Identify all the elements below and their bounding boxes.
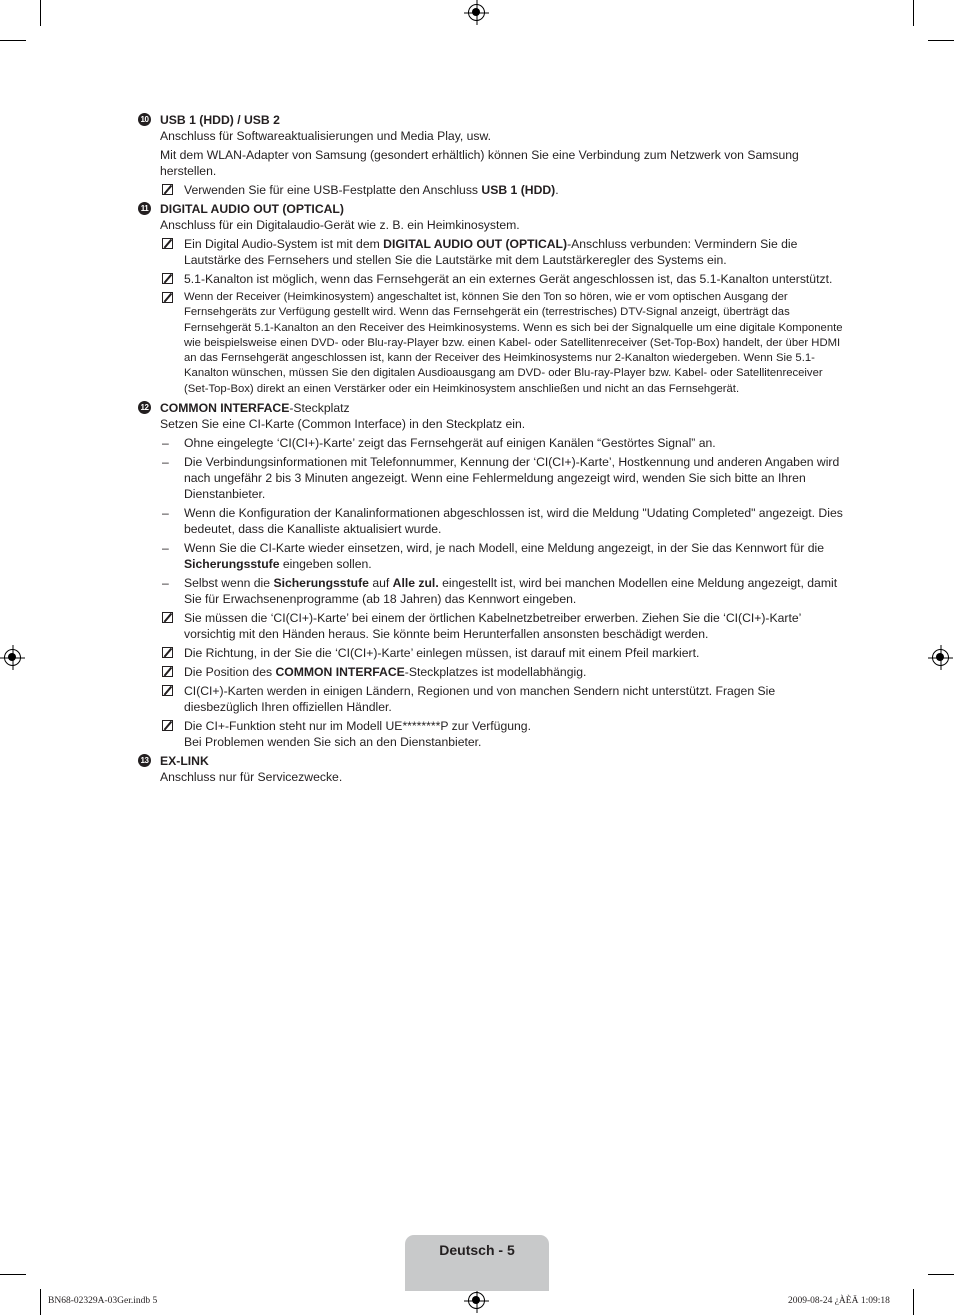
section-heading-digital-audio: [138, 201, 843, 217]
section-paragraph: Anschluss für Softwareaktualisierungen und Media Play, usw.: [160, 129, 492, 143]
note-item: CI(CI+)-Karten werden in einigen Ländern, Regionen und von manchen Sendern nicht unterstützt. Fragen Sie diesbezüglich Ihren offiziellen Händler.: [138, 683, 843, 715]
registration-mark-icon: [4, 649, 21, 666]
page-number-label: Deutsch - 5: [439, 1242, 515, 1258]
page-number-tab: [405, 1235, 549, 1291]
note-icon: [162, 666, 173, 677]
registration-mark-icon: [468, 1292, 485, 1309]
crop-mark: [40, 0, 41, 26]
section-title: USB 1 (HDD) / USB 2: [160, 113, 280, 127]
note-icon: [162, 685, 173, 696]
note-item: Wenn der Receiver (Heimkinosystem) angeschaltet ist, können Sie den Ton so hören, wie er vom optischen Ausgang der Fernsehgeräts zur Verfügung gestellt wird. Wenn das Fernsehgerät ein (terrestrisches) DTV-Signal anzeigt, überträgt das Fernsehgerät 5.1-Kanalton an den Receiver des Heimkinosystems. Wenn es sich bei der Signalquelle um eine digitale Komponente wie beispielsweise einen DVD- oder Blu-ray-Player bzw. einen Kabel- oder Satellitenreceiver (Set-Top-Box) handelt, der über HDMI an das Fernsehgerät angeschlossen ist, kann der Receiver des Heimkinosystems nur 2-Kanalton wiedergeben. Wenn Sie 5.1-Kanalton wünschen, müssen Sie den digitalen Ausdioausgang am DVD- oder Blu-ray-Player bzw. Kabel- oder Satellitenreceiver (Set-Top-Box) direkt an einen Verstärker oder ein Heimkinosystem anschließen und nicht an das Fernsehgerät.: [138, 290, 843, 397]
note-item: 5.1-Kanalton ist möglich, wenn das Fernsehgerät an ein externes Gerät angeschlossen ist, das 5.1-Kanalton unterstützt.: [138, 271, 843, 287]
section-title: COMMON INTERFACE: [160, 401, 290, 416]
note-icon: [162, 184, 173, 195]
section-paragraph: Mit dem WLAN-Adapter von Samsung (gesondert erhältlich) können Sie eine Verbindung zum Netzwerk von Samsung herstellen.: [160, 148, 799, 178]
note-item: Die Richtung, in der Sie die ‘CI(CI+)-Karte’ einlegen müssen, ist darauf mit einem Pfeil markiert.: [138, 645, 843, 661]
crop-mark: [928, 1274, 954, 1275]
note-icon: [162, 273, 173, 284]
dash-item: – Selbst wenn die Sicherungsstufe auf Alle zul. eingestellt ist, wird bei manchen Modellen eine Meldung angezeigt, damit Sie für Erwachsenenprogramme (ab 18 Jahren) das Kennwort eingeben.: [162, 576, 838, 607]
dash-mark: –: [162, 576, 169, 591]
section-paragraph: Anschluss für ein Digitalaudio-Gerät wie z. B. ein Heimkinosystem.: [160, 218, 520, 232]
dash-item: – Die Verbindungsinformationen mit Telefonnummer, Kennung der ‘CI(CI+)-Karte’, Hostkennung und anderen Angaben wird nach ungefähr 2 bis 3 Minuten angezeigt. Wenn eine Fehlermeldung angezeigt wird, wenden Sie sich bitte an Ihren Dienstanbieter.: [162, 455, 840, 502]
dash-item: – Wenn Sie die CI-Karte wieder einsetzen, wird, je nach Modell, eine Meldung angezeigt, in der Sie das Kennwort für die Sicherungsstufe eingeben sollen.: [162, 541, 824, 572]
note-item: Die CI+-Funktion steht nur im Modell UE********P zur Verfügung. Bei Problemen wenden Sie sich an den Dienstanbieter.: [138, 718, 843, 750]
crop-mark: [0, 40, 26, 41]
crop-mark: [913, 0, 914, 26]
section-number-icon: 10: [138, 113, 151, 126]
section-number-icon: 12: [138, 401, 151, 414]
section-heading-ex-link: [138, 753, 843, 769]
note-icon: [162, 612, 173, 623]
crop-mark: [913, 1289, 914, 1315]
section-title: DIGITAL AUDIO OUT (OPTICAL): [160, 202, 344, 216]
section-paragraph: Anschluss nur für Servicezwecke.: [160, 770, 343, 785]
note-icon: [162, 720, 173, 731]
crop-mark: [0, 1274, 26, 1275]
dash-mark: –: [162, 455, 169, 470]
section-heading-common-interface: [138, 400, 843, 416]
print-slug-right: 2009-08-24 ¿ÀÈÄ 1:09:18: [788, 1296, 890, 1306]
section-heading-usb: [138, 112, 843, 128]
dash-mark: –: [162, 506, 169, 521]
section-paragraph: Setzen Sie eine CI-Karte (Common Interface) in den Steckplatz ein.: [160, 417, 526, 432]
note-item: Sie müssen die ‘CI(CI+)-Karte’ bei einem der örtlichen Kabelnetzbetreiber erwerben. Ziehen Sie die ‘CI(CI+)-Karte’ vorsichtig mit den Händen heraus. Sie könnte beim Herunterfallen ansonsten beschädigt werden.: [138, 610, 843, 642]
note-item: Verwenden Sie für eine USB-Festplatte den Anschluss USB 1 (HDD).: [138, 182, 843, 198]
dash-mark: –: [162, 541, 169, 556]
crop-mark: [40, 1289, 41, 1315]
dash-item: – Wenn die Konfiguration der Kanalinformationen abgeschlossen ist, wird die Meldung "Udating Completed" angezeigt. Dies bedeutet, dass die Kanalliste aktualisiert wurde.: [162, 506, 843, 537]
print-slug-left: BN68-02329A-03Ger.indb 5: [48, 1296, 158, 1306]
dash-item: – Ohne eingelegte ‘CI(CI+)-Karte’ zeigt das Fernsehgerät auf einigen Kanälen “Gestörtes Signal” an.: [162, 436, 716, 451]
note-icon: [162, 292, 173, 303]
section-title: EX-LINK: [160, 754, 209, 769]
section-number-icon: 11: [138, 202, 151, 215]
dash-mark: –: [162, 436, 169, 451]
page-content: [138, 110, 843, 788]
note-icon: [162, 647, 173, 658]
crop-mark: [928, 40, 954, 41]
section-title-suffix: -Steckplatz: [289, 401, 350, 416]
note-item: Ein Digital Audio-System ist mit dem DIGITAL AUDIO OUT (OPTICAL)-Anschluss verbunden: Vermindern Sie die Lautstärke des Fernsehers und stellen Sie die Lautstärke mit dem Lautstärkeregler des Systems ein.: [138, 236, 843, 268]
note-item: Die Position des COMMON INTERFACE-Steckplatzes ist modellabhängig.: [138, 664, 843, 680]
registration-mark-icon: [468, 4, 485, 21]
note-icon: [162, 238, 173, 249]
registration-mark-icon: [932, 649, 949, 666]
section-number-icon: 13: [138, 754, 151, 767]
